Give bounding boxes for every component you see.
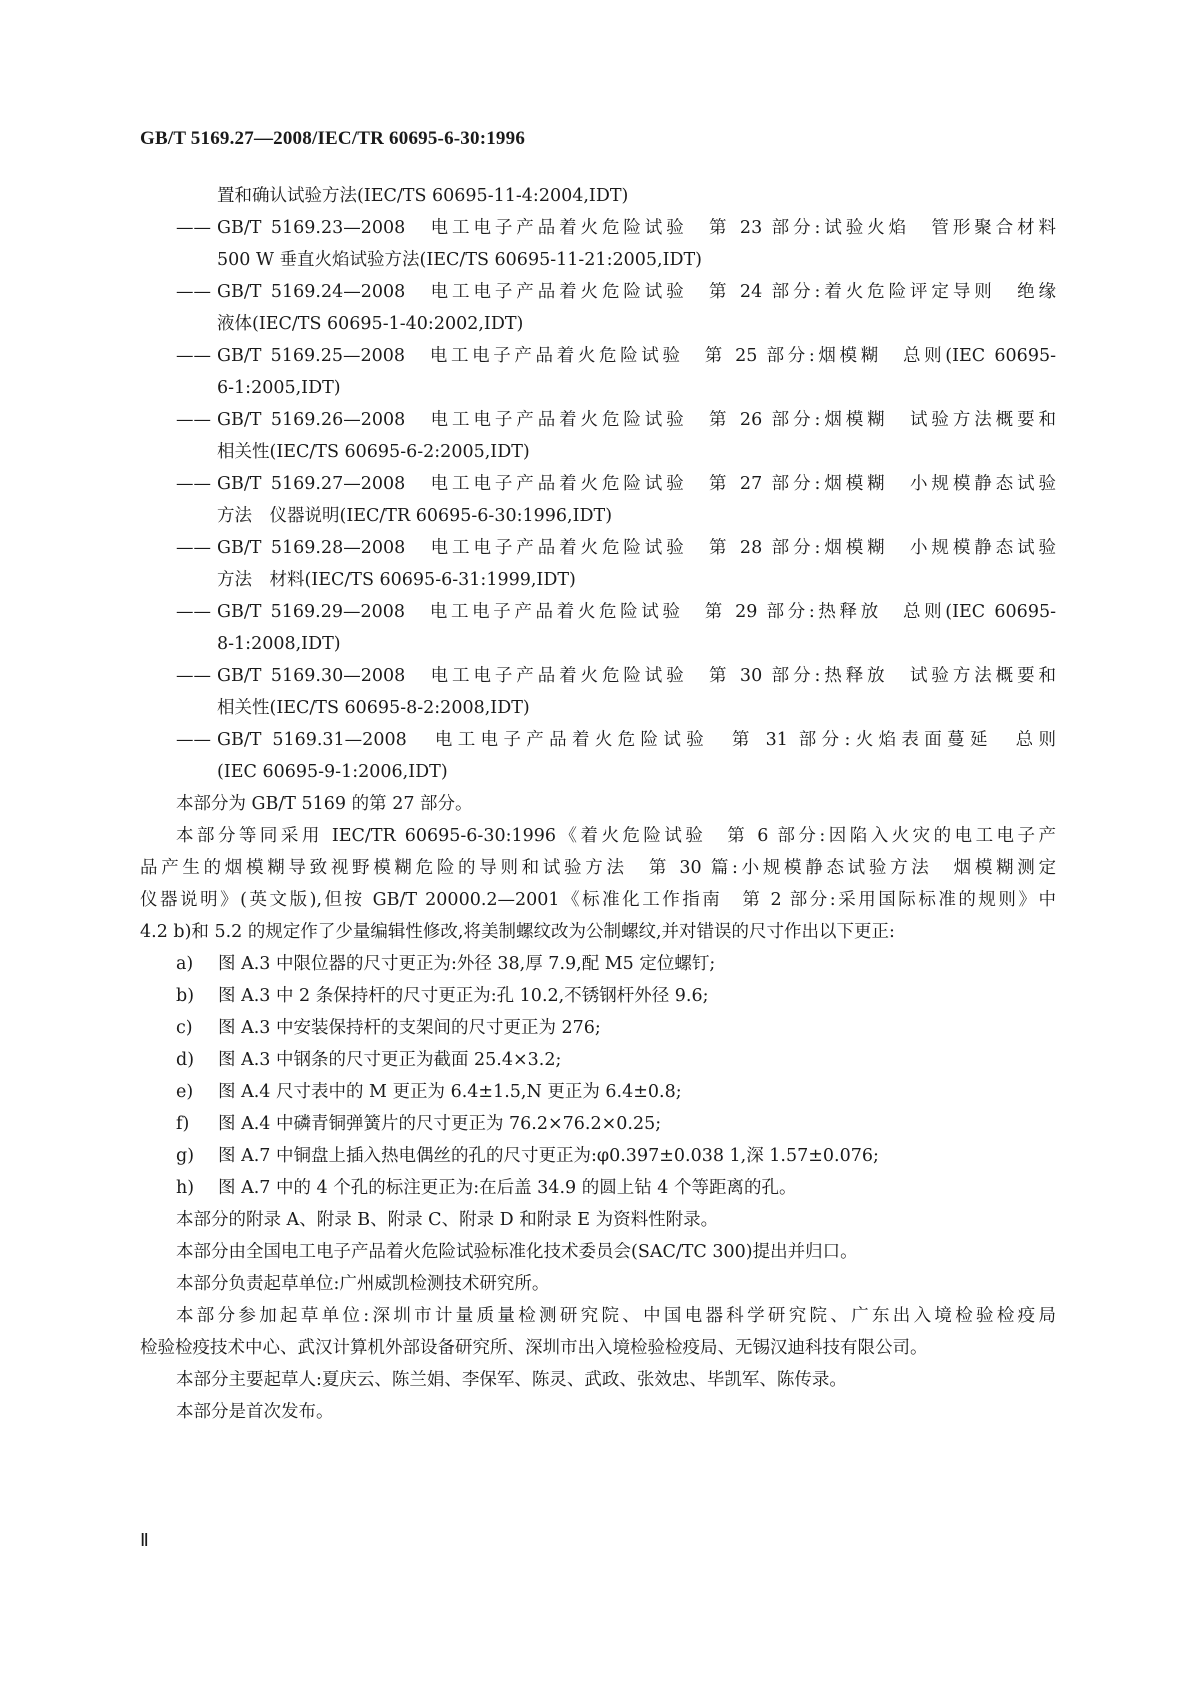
paragraph-line: 本部分负责起草单位:广州威凯检测技术研究所。 — [176, 1274, 550, 1294]
correction-label: h) — [176, 1178, 195, 1198]
correction-item — [176, 1172, 1056, 1204]
correction-label: b) — [176, 986, 195, 1006]
correction-label: a) — [176, 954, 194, 974]
paragraph-line: 本部分参加起草单位:深圳市计量质量检测研究院、中国电器科学研究院、广东出入境检验检疫局 — [176, 1306, 1056, 1326]
list-item-line: 液体(IEC/TS 60695-1-40:2002,IDT) — [217, 314, 524, 334]
dash-marker: —— — [176, 474, 211, 494]
list-item-line: GB/T 5169.24—2008 电工电子产品着火危险试验 第 24 部分:着火危险评定导则 绝缘 — [217, 282, 1056, 302]
correction-item — [176, 1076, 1056, 1108]
document-body — [140, 180, 1056, 1428]
paragraph-line: 本部分由全国电工电子产品着火危险试验标准化技术委员会(SAC/TC 300)提出并归口。 — [176, 1242, 858, 1262]
list-item — [176, 212, 1056, 276]
correction-text: 图 A.4 中磷青铜弹簧片的尺寸更正为 76.2×76.2×0.25; — [218, 1114, 662, 1134]
correction-text: 图 A.3 中 2 条保持杆的尺寸更正为:孔 10.2,不锈钢杆外径 9.6; — [218, 986, 709, 1006]
adoption-paragraph — [140, 820, 1056, 948]
correction-label: d) — [176, 1050, 195, 1070]
paragraph-line: 本部分为 GB/T 5169 的第 27 部分。 — [176, 794, 473, 814]
dash-marker: —— — [176, 218, 211, 238]
list-item — [176, 468, 1056, 532]
list-item — [176, 532, 1056, 596]
list-item-line: 方法 仪器说明(IEC/TR 60695-6-30:1996,IDT) — [217, 506, 613, 526]
correction-label: e) — [176, 1082, 194, 1102]
correction-label: c) — [176, 1018, 193, 1038]
paragraph — [176, 1204, 1056, 1236]
closing-paragraphs — [140, 1204, 1056, 1428]
dash-marker: —— — [176, 410, 211, 430]
paragraph-line: 本部分主要起草人:夏庆云、陈兰娟、李保军、陈灵、武政、张效忠、毕凯军、陈传录。 — [176, 1370, 847, 1390]
correction-item — [176, 1012, 1056, 1044]
list-item — [176, 724, 1056, 788]
paragraph — [176, 1268, 1056, 1300]
correction-text: 图 A.7 中的 4 个孔的标注更正为:在后盖 34.9 的圆上钻 4 个等距离的孔。 — [218, 1178, 797, 1198]
dash-marker: —— — [176, 730, 211, 750]
correction-label: g) — [176, 1146, 195, 1166]
paragraph — [176, 1396, 1056, 1428]
correction-text: 图 A.3 中限位器的尺寸更正为:外径 38,厚 7.9,配 M5 定位螺钉; — [218, 954, 716, 974]
correction-label: f) — [176, 1114, 190, 1134]
list-item — [176, 404, 1056, 468]
dash-marker: —— — [176, 282, 211, 302]
list-item-line: 6-1:2005,IDT) — [217, 378, 341, 398]
paragraph-line: 检验检疫技术中心、武汉计算机外部设备研究所、深圳市出入境检验检疫局、无锡汉迪科技有限公司。 — [140, 1338, 928, 1358]
list-item-line: 500 W 垂直火焰试验方法(IEC/TS 60695-11-21:2005,IDT) — [217, 250, 703, 270]
dash-marker: —— — [176, 538, 211, 558]
list-item-line: GB/T 5169.30—2008 电工电子产品着火危险试验 第 30 部分:热释放 试验方法概要和 — [217, 666, 1056, 686]
part-statement — [176, 788, 1056, 820]
correction-item — [176, 1044, 1056, 1076]
paragraph-line: 本部分的附录 A、附录 B、附录 C、附录 D 和附录 E 为资料性附录。 — [176, 1210, 719, 1230]
paragraph — [176, 1236, 1056, 1268]
paragraph — [176, 1364, 1056, 1396]
list-item-line: GB/T 5169.23—2008 电工电子产品着火危险试验 第 23 部分:试验火焰 管形聚合材料 — [217, 218, 1056, 238]
document-header — [140, 128, 525, 150]
list-item-line: 相关性(IEC/TS 60695-8-2:2008,IDT) — [217, 698, 530, 718]
list-item-line: 方法 材料(IEC/TS 60695-6-31:1999,IDT) — [217, 570, 576, 590]
standard-code: GB/T 5169.27—2008/IEC/TR 60695-6-30:1996 — [140, 128, 526, 149]
paragraph-line: 本部分等同采用 IEC/TR 60695-6-30:1996《着火危险试验 第 6 部分:因陷入火灾的电工电子产 — [176, 826, 1056, 846]
list-item-line: (IEC 60695-9-1:2006,IDT) — [217, 762, 448, 782]
dash-marker: —— — [176, 666, 211, 686]
list-item — [176, 596, 1056, 660]
correction-text: 图 A.3 中安装保持杆的支架间的尺寸更正为 276; — [218, 1018, 601, 1038]
corrections-list — [176, 948, 1056, 1204]
list-item-line: GB/T 5169.25—2008 电工电子产品着火危险试验 第 25 部分:烟模糊 总则(IEC 60695- — [217, 346, 1056, 366]
dash-marker: —— — [176, 346, 211, 366]
list-item-line: 相关性(IEC/TS 60695-6-2:2005,IDT) — [217, 442, 530, 462]
paragraph-line: 仪器说明》(英文版),但按 GB/T 20000.2—2001《标准化工作指南 第 2 部分:采用国际标准的规则》中 — [140, 890, 1056, 910]
list-item — [176, 276, 1056, 340]
page-number: Ⅱ — [140, 1530, 149, 1550]
list-item — [176, 340, 1056, 404]
dash-marker: —— — [176, 602, 211, 622]
correction-item — [176, 1108, 1056, 1140]
list-item-line: GB/T 5169.29—2008 电工电子产品着火危险试验 第 29 部分:热释放 总则(IEC 60695- — [217, 602, 1056, 622]
correction-item — [176, 980, 1056, 1012]
list-item-line: GB/T 5169.27—2008 电工电子产品着火危险试验 第 27 部分:烟模糊 小规模静态试验 — [217, 474, 1056, 494]
list-item — [176, 660, 1056, 724]
list-item-line: 8-1:2008,IDT) — [217, 634, 341, 654]
paragraph — [140, 1300, 1056, 1364]
paragraph-line: 本部分是首次发布。 — [176, 1402, 334, 1422]
correction-text: 图 A.7 中铜盘上插入热电偶丝的孔的尺寸更正为:φ0.397±0.038 1,深 1.57±0.076; — [218, 1146, 879, 1166]
standards-list — [176, 212, 1056, 788]
paragraph-line: 品产生的烟模糊导致视野模糊危险的导则和试验方法 第 30 篇:小规模静态试验方法 烟模糊测定 — [140, 858, 1056, 878]
correction-item — [176, 1140, 1056, 1172]
list-continuation-line: 置和确认试验方法(IEC/TS 60695-11-4:2004,IDT) — [217, 186, 629, 206]
list-item-line: GB/T 5169.28—2008 电工电子产品着火危险试验 第 28 部分:烟模糊 小规模静态试验 — [217, 538, 1056, 558]
correction-text: 图 A.4 尺寸表中的 M 更正为 6.4±1.5,N 更正为 6.4±0.8; — [218, 1082, 682, 1102]
paragraph-line: 4.2 b)和 5.2 的规定作了少量编辑性修改,将美制螺纹改为公制螺纹,并对错误的尺寸作出以下更正: — [140, 922, 895, 942]
correction-item — [176, 948, 1056, 980]
list-item-line: GB/T 5169.31—2008 电工电子产品着火危险试验 第 31 部分:火焰表面蔓延 总则 — [217, 730, 1056, 750]
correction-text: 图 A.3 中钢条的尺寸更正为截面 25.4×3.2; — [218, 1050, 562, 1070]
list-item-line: GB/T 5169.26—2008 电工电子产品着火危险试验 第 26 部分:烟模糊 试验方法概要和 — [217, 410, 1056, 430]
